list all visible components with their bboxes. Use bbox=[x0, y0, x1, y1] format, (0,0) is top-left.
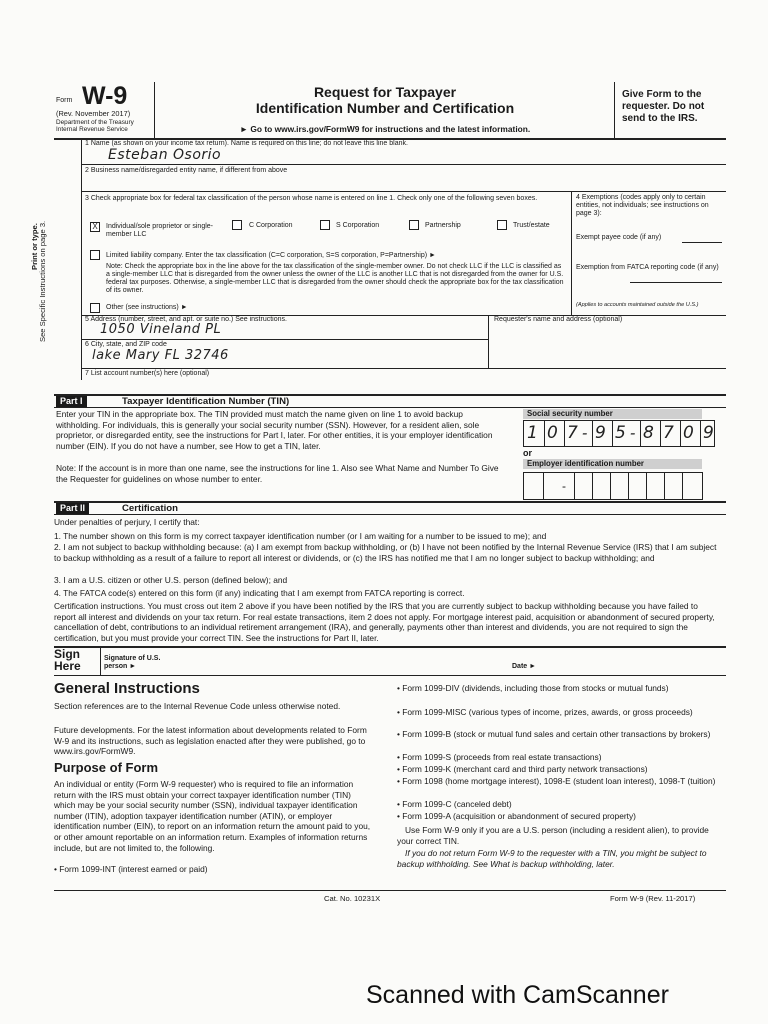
applies-note: (Applies to accounts maintained outside the U.S.) bbox=[576, 302, 699, 308]
individual-label: Individual/sole proprietor or single-member LLC bbox=[106, 223, 213, 238]
other-checkbox[interactable] bbox=[90, 303, 100, 313]
individual-checkbox[interactable]: X bbox=[90, 222, 100, 232]
ssn-digit: 0 bbox=[547, 423, 559, 443]
purpose-text: An individual or entity (Form W-9 requester) who is required to file an information return with the IRS must obtain your correct taxpayer identification number (TIN) which may be your social security number (SSN), individual taxpayer identification number (ITIN), adoption taxpayer identification number (ATIN), or employer identification number (EIN), to report on an information return the amount paid to you, or other amount reportable on an information return. Examples of information returns include, but are not limited to, the following. bbox=[54, 779, 371, 853]
line6-label: 6 City, state, and ZIP code bbox=[85, 341, 167, 348]
future-developments: Future developments. For the latest information about developments related to Form W-9 and its instructions, such as legislation enacted after they were published, go to www.irs.gov/FormW9. bbox=[54, 725, 367, 757]
signature-label: Signature of U.S. person ► bbox=[104, 655, 161, 670]
line3-label: 3 Check appropriate box for federal tax classification of the person whose name is entered on line 1. Check only one of the following seven boxes. bbox=[85, 195, 538, 202]
ssn-digit: 5 bbox=[615, 423, 627, 443]
line2-business-field[interactable] bbox=[90, 176, 720, 190]
cert-instructions: Certification instructions. You must cross out item 2 above if you have been notified by the IRS that you are currently subject to backup withholding because you have failed to report all interest and dividends on your tax return. For real estate transactions, item 2 does not apply. For mortgage interest paid, acquisition or abandonment of secured property, cancellation of debt, contributions to an individual retirement arrangement (IRA), and generally, payments other than interest and dividends, you are not required to sign the certification, but you must provide your correct TIN. See the instructions for Part II, later. bbox=[54, 601, 715, 643]
other-label: Other (see instructions) ► bbox=[106, 304, 188, 311]
side-label-see: See Specific Instructions on page 3. bbox=[38, 220, 47, 342]
part1-note: Note: If the account is in more than one name, see the instructions for line 1. Also see What Name and Number To Give the Requester for guidelines on whose number to enter. bbox=[56, 463, 499, 484]
give-form-note: Give Form to the requester. Do not send to the IRS. bbox=[622, 89, 705, 124]
form-word: Form bbox=[56, 97, 73, 104]
form-title-line2: Identification Number and Certification bbox=[255, 100, 515, 116]
line1-name-field[interactable]: Esteban Osorio bbox=[108, 147, 222, 163]
ssn-label: Social security number bbox=[523, 409, 702, 419]
ssn-digit: 9 bbox=[595, 423, 607, 443]
bullet-1099-misc: • Form 1099-MISC (various types of income, prizes, awards, or gross proceeds) bbox=[397, 707, 693, 717]
bullet-1098: • Form 1098 (home mortgage interest), 1098-E (student loan interest), 1098-T (tuition) bbox=[397, 776, 716, 786]
general-instructions-title: General Instructions bbox=[54, 680, 200, 697]
line6-city-field[interactable]: lake Mary FL 32746 bbox=[92, 348, 229, 363]
ssn-digit: 9 bbox=[703, 423, 715, 443]
llc-note: Note: Check the appropriate box in the line above for the tax classification of the single-member owner. Do not check LLC if the LLC is classified as a single-member LLC that is disregarded from the owner unless the owner of the LLC is another LLC that is not disregarded from the owner for U.S. federal tax purposes. Otherwise, a single-member LLC that is disregarded from the owner should check the appropriate box for the tax classification of its owner. bbox=[106, 263, 564, 294]
part2-intro: Under penalties of perjury, I certify that: bbox=[54, 517, 200, 527]
bullet-1099-b: • Form 1099-B (stock or mutual fund sales and certain other transactions by brokers) bbox=[397, 729, 711, 739]
ssn-dash: - bbox=[582, 424, 588, 442]
department: Department of the Treasury bbox=[56, 119, 134, 126]
purpose-title: Purpose of Form bbox=[54, 760, 159, 775]
side-divider bbox=[81, 138, 82, 380]
backup-withholding-note: If you do not return Form W-9 to the requester with a TIN, you might be subject to backup withholding. See What is backup withholding, later. bbox=[397, 848, 707, 869]
fatca-label: Exemption from FATCA reporting code (if any) bbox=[576, 264, 719, 271]
trust-label: Trust/estate bbox=[513, 222, 550, 229]
cert-item-3: 3. I am a U.S. citizen or other U.S. person (defined below); and bbox=[54, 575, 288, 585]
goto-link[interactable]: ► Go to www.irs.gov/FormW9 for instructions and the latest information. bbox=[239, 124, 531, 134]
irs-name: Internal Revenue Service bbox=[56, 126, 128, 133]
line4-label: 4 Exemptions (codes apply only to certain entities, not individuals; see instructions on page 3): bbox=[576, 194, 709, 217]
part2-title: Certification bbox=[122, 503, 178, 514]
ssn-digit: 0 bbox=[683, 423, 695, 443]
part2-label: Part II bbox=[56, 503, 89, 514]
ein-field[interactable] bbox=[523, 472, 703, 500]
use-w9-note: Use Form W-9 only if you are a U.S. person (including a resident alien), to provide your correct TIN. bbox=[397, 825, 709, 846]
llc-checkbox[interactable] bbox=[90, 250, 100, 260]
bullet-1099-k: • Form 1099-K (merchant card and third party network transactions) bbox=[397, 764, 648, 774]
camscanner-watermark: Scanned with CamScanner bbox=[366, 981, 669, 1009]
line7-label: 7 List account number(s) here (optional) bbox=[85, 370, 210, 377]
ssn-digit: 7 bbox=[567, 423, 579, 443]
cert-item-1: 1. The number shown on this form is my correct taxpayer identification number (or I am waiting for a number to be issued to me); and bbox=[54, 531, 547, 541]
s-corp-label: S Corporation bbox=[336, 222, 380, 229]
ssn-dash: - bbox=[630, 424, 636, 442]
fatca-field[interactable] bbox=[630, 282, 722, 283]
line5-address-field[interactable]: 1050 Vineland PL bbox=[100, 322, 222, 337]
c-corp-checkbox[interactable] bbox=[232, 220, 242, 230]
ssn-field[interactable] bbox=[523, 420, 715, 447]
sign-word: Sign bbox=[54, 647, 80, 661]
cert-item-2: 2. I am not subject to backup withholding because: (a) I am exempt from backup withholding, or (b) I have not been notified by the Internal Revenue Service (IRS) that I am subject to backup withholding as a result of a failure to report all interest or dividends, or (c) the IRS has notified me that I am no longer subject to backup withholding; and bbox=[54, 542, 717, 563]
line5-label: 5 Address (number, street, and apt. or suite no.) See instructions. bbox=[85, 316, 287, 323]
exempt-payee-label: Exempt payee code (if any) bbox=[576, 234, 662, 241]
catalog-number: Cat. No. 10231X bbox=[324, 894, 381, 903]
signature-field[interactable] bbox=[170, 650, 500, 672]
ssn-digit: 8 bbox=[643, 423, 655, 443]
ein-label: Employer identification number bbox=[523, 459, 702, 469]
form-title-line1: Request for Taxpayer bbox=[313, 84, 457, 100]
form-number: W-9 bbox=[82, 82, 128, 110]
here-word: Here bbox=[54, 659, 81, 673]
line7-account-field[interactable] bbox=[90, 378, 720, 392]
line1-label: 1 Name (as shown on your income tax return). Name is required on this line; do not leave this line blank. bbox=[85, 140, 408, 147]
footer-form: Form W-9 (Rev. 11-2017) bbox=[610, 894, 696, 903]
revision: (Rev. November 2017) bbox=[56, 109, 131, 118]
date-label: Date ► bbox=[512, 663, 537, 670]
exempt-payee-field[interactable] bbox=[682, 242, 722, 243]
or-label: or bbox=[523, 448, 532, 458]
bullet-1099-c: • Form 1099-C (canceled debt) bbox=[397, 799, 512, 809]
part1-label: Part I bbox=[56, 396, 87, 407]
partnership-checkbox[interactable] bbox=[409, 220, 419, 230]
ein-dash: - bbox=[562, 479, 566, 493]
llc-label: Limited liability company. Enter the tax classification (C=C corporation, S=S corporation, P=Partnership) ► bbox=[106, 252, 436, 259]
ssn-digit: 1 bbox=[527, 423, 539, 443]
s-corp-checkbox[interactable] bbox=[320, 220, 330, 230]
bullet-1099-div: • Form 1099-DIV (dividends, including those from stocks or mutual funds) bbox=[397, 683, 669, 693]
side-label-print: Print or type. bbox=[30, 223, 39, 270]
bullet-1099-int: • Form 1099-INT (interest earned or paid) bbox=[54, 864, 208, 874]
bullet-1099-a: • Form 1099-A (acquisition or abandonment of secured property) bbox=[397, 811, 636, 821]
date-field[interactable] bbox=[545, 652, 720, 672]
part1-title: Taxpayer Identification Number (TIN) bbox=[122, 396, 290, 407]
trust-checkbox[interactable] bbox=[497, 220, 507, 230]
part1-text: Enter your TIN in the appropriate box. The TIN provided must match the name given on line 1 to avoid backup withholding. For individuals, this is generally your social security number (SSN). However, for a resident alien, sole proprietor, or disregarded entity, see the instructions for Part I, later. For other entities, it is your employer identification number (EIN). If you do not have a number, see How to get a TIN, later. bbox=[56, 409, 493, 451]
partnership-label: Partnership bbox=[425, 222, 461, 229]
header-divider-right bbox=[614, 82, 615, 138]
requester-label: Requester's name and address (optional) bbox=[494, 316, 623, 323]
c-corp-label: C Corporation bbox=[249, 222, 293, 229]
header-divider-left bbox=[154, 82, 155, 138]
bullet-1099-s: • Form 1099-S (proceeds from real estate transactions) bbox=[397, 752, 602, 762]
line2-label: 2 Business name/disregarded entity name, if different from above bbox=[85, 167, 288, 174]
cert-item-4: 4. The FATCA code(s) entered on this form (if any) indicating that I am exempt from FATCA reporting is correct. bbox=[54, 588, 465, 598]
general-p1: Section references are to the Internal Revenue Code unless otherwise noted. bbox=[54, 701, 341, 711]
ssn-digit: 7 bbox=[663, 423, 675, 443]
